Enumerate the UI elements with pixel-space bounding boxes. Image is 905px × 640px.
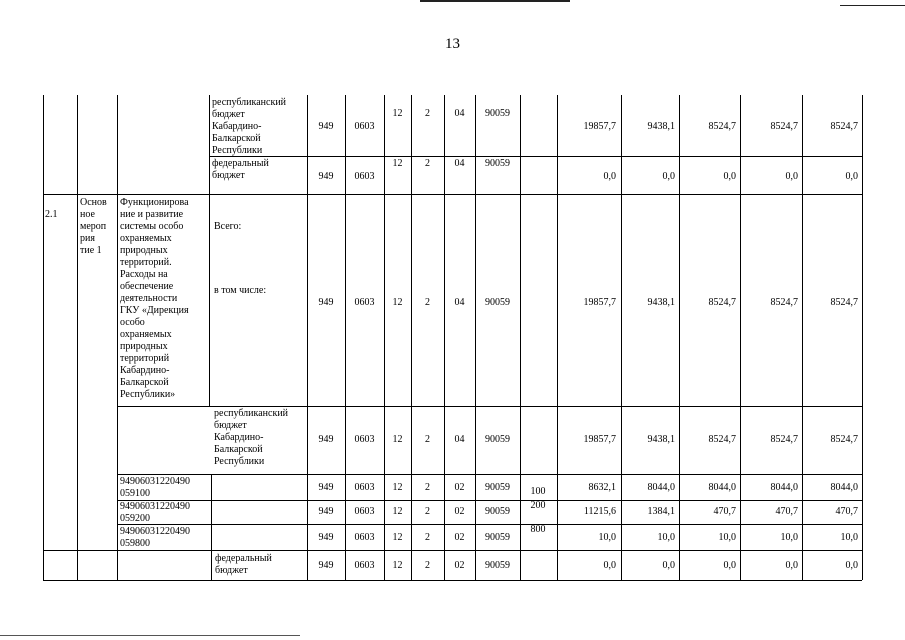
- rzpr-code: 0603: [354, 297, 375, 308]
- table-rule: [77, 95, 78, 580]
- table-rule: [862, 95, 863, 580]
- value-2016: 470,7: [713, 506, 736, 517]
- grbs-code: 949: [318, 297, 334, 308]
- value-2015: 10,0: [657, 532, 675, 543]
- grbs-code: 949: [318, 560, 334, 571]
- direction-code: 90059: [485, 482, 510, 493]
- top-scan-line: [420, 0, 570, 2]
- table-rule: [117, 95, 118, 580]
- value-2014: 19857,7: [583, 297, 616, 308]
- activity-code: 02: [454, 506, 465, 517]
- expense-type: 100: [530, 486, 546, 497]
- value-2017: 8524,7: [770, 121, 798, 132]
- value-2015: 9438,1: [647, 434, 675, 445]
- value-2018: 8044,0: [830, 482, 858, 493]
- value-2018: 10,0: [840, 532, 858, 543]
- funding-source: республиканский бюджет Кабардино- Балкарской Республики: [214, 408, 289, 467]
- table-rule: [43, 580, 862, 581]
- value-2014: 10,0: [598, 532, 616, 543]
- table-rule: [117, 500, 862, 501]
- activity-code: 04: [454, 108, 465, 119]
- item-status: Основ ное мероп рия тие 1: [80, 197, 107, 256]
- value-2015: 9438,1: [647, 121, 675, 132]
- value-2016: 0,0: [723, 171, 736, 182]
- budget-code: 94906031220490 059800: [120, 526, 190, 549]
- value-2015: 8044,0: [647, 482, 675, 493]
- value-2015: 9438,1: [647, 297, 675, 308]
- value-2017: 10,0: [780, 532, 798, 543]
- rzpr-code: 0603: [354, 171, 375, 182]
- table-rule: [211, 474, 212, 580]
- funding-source: федеральный бюджет: [215, 553, 272, 576]
- direction-code: 90059: [485, 108, 510, 119]
- grbs-code: 949: [318, 434, 334, 445]
- table-rule: [117, 406, 862, 407]
- budget-code: 94906031220490 059100: [120, 476, 190, 499]
- grbs-code: 949: [318, 532, 334, 543]
- value-2018: 470,7: [835, 506, 858, 517]
- rzpr-code: 0603: [354, 560, 375, 571]
- expense-type: 800: [530, 524, 546, 535]
- value-2015: 1384,1: [647, 506, 675, 517]
- subprogram-code: 2: [425, 108, 430, 119]
- value-2017: 0,0: [785, 560, 798, 571]
- value-2017: 8044,0: [770, 482, 798, 493]
- value-2017: 0,0: [785, 171, 798, 182]
- item-name: Функционирова ние и развитие системы особо охраняемых природных территорий. Расходы на обеспечение деятельности ГКУ «Дирекция особо охраняемых природных территорий Кабардино- Балкарской Республики»: [120, 197, 189, 400]
- item-number: 2.1: [45, 209, 58, 220]
- value-2014: 0,0: [603, 171, 616, 182]
- value-2016: 8524,7: [708, 297, 736, 308]
- value-2016: 8524,7: [708, 434, 736, 445]
- value-2015: 0,0: [662, 171, 675, 182]
- subprogram-code: 2: [425, 434, 430, 445]
- activity-code: 04: [454, 158, 465, 169]
- program-code: 12: [392, 158, 403, 169]
- value-2014: 19857,7: [583, 121, 616, 132]
- table-rule: [209, 95, 210, 406]
- rzpr-code: 0603: [354, 434, 375, 445]
- subprogram-code: 2: [425, 506, 430, 517]
- subprogram-code: 2: [425, 158, 430, 169]
- subprogram-code: 2: [425, 482, 430, 493]
- top-scan-line: [840, 5, 905, 6]
- rzpr-code: 0603: [354, 121, 375, 132]
- program-code: 12: [392, 506, 403, 517]
- value-2016: 10,0: [718, 532, 736, 543]
- value-2017: 470,7: [775, 506, 798, 517]
- value-2014: 0,0: [603, 560, 616, 571]
- value-2018: 0,0: [845, 560, 858, 571]
- table-rule: [43, 95, 44, 580]
- budget-code: 94906031220490 059200: [120, 501, 190, 524]
- table-rule: [117, 474, 862, 475]
- value-2016: 8524,7: [708, 121, 736, 132]
- program-code: 12: [392, 560, 403, 571]
- direction-code: 90059: [485, 560, 510, 571]
- table-rule: [117, 524, 862, 525]
- direction-code: 90059: [485, 506, 510, 517]
- page-number: 13: [445, 36, 460, 52]
- subprogram-code: 2: [425, 560, 430, 571]
- value-2014: 11215,6: [583, 506, 616, 517]
- subprogram-code: 2: [425, 532, 430, 543]
- including-label: в том числе:: [214, 285, 267, 296]
- value-2017: 8524,7: [770, 434, 798, 445]
- expense-type: 200: [530, 500, 546, 511]
- total-label: Всего:: [214, 221, 242, 232]
- activity-code: 02: [454, 532, 465, 543]
- value-2014: 8632,1: [588, 482, 616, 493]
- value-2016: 8044,0: [708, 482, 736, 493]
- grbs-code: 949: [318, 482, 334, 493]
- program-code: 12: [392, 482, 403, 493]
- funding-source: республиканский бюджет Кабардино- Балкарской Республики: [212, 97, 287, 156]
- funding-source: федеральный бюджет: [212, 158, 269, 181]
- value-2018: 0,0: [845, 171, 858, 182]
- direction-code: 90059: [485, 434, 510, 445]
- activity-code: 02: [454, 560, 465, 571]
- program-code: 12: [392, 297, 403, 308]
- program-code: 12: [392, 434, 403, 445]
- value-2018: 8524,7: [830, 297, 858, 308]
- value-2017: 8524,7: [770, 297, 798, 308]
- program-code: 12: [392, 532, 403, 543]
- grbs-code: 949: [318, 121, 334, 132]
- grbs-code: 949: [318, 506, 334, 517]
- value-2014: 19857,7: [583, 434, 616, 445]
- program-code: 12: [392, 108, 403, 119]
- rzpr-code: 0603: [354, 506, 375, 517]
- direction-code: 90059: [485, 158, 510, 169]
- direction-code: 90059: [485, 532, 510, 543]
- grbs-code: 949: [318, 171, 334, 182]
- value-2016: 0,0: [723, 560, 736, 571]
- rzpr-code: 0603: [354, 532, 375, 543]
- value-2018: 8524,7: [830, 434, 858, 445]
- value-2018: 8524,7: [830, 121, 858, 132]
- activity-code: 02: [454, 482, 465, 493]
- value-2015: 0,0: [662, 560, 675, 571]
- direction-code: 90059: [485, 297, 510, 308]
- rzpr-code: 0603: [354, 482, 375, 493]
- subprogram-code: 2: [425, 297, 430, 308]
- bottom-scan-line: [0, 635, 300, 636]
- activity-code: 04: [454, 434, 465, 445]
- table-rule: [520, 95, 521, 580]
- activity-code: 04: [454, 297, 465, 308]
